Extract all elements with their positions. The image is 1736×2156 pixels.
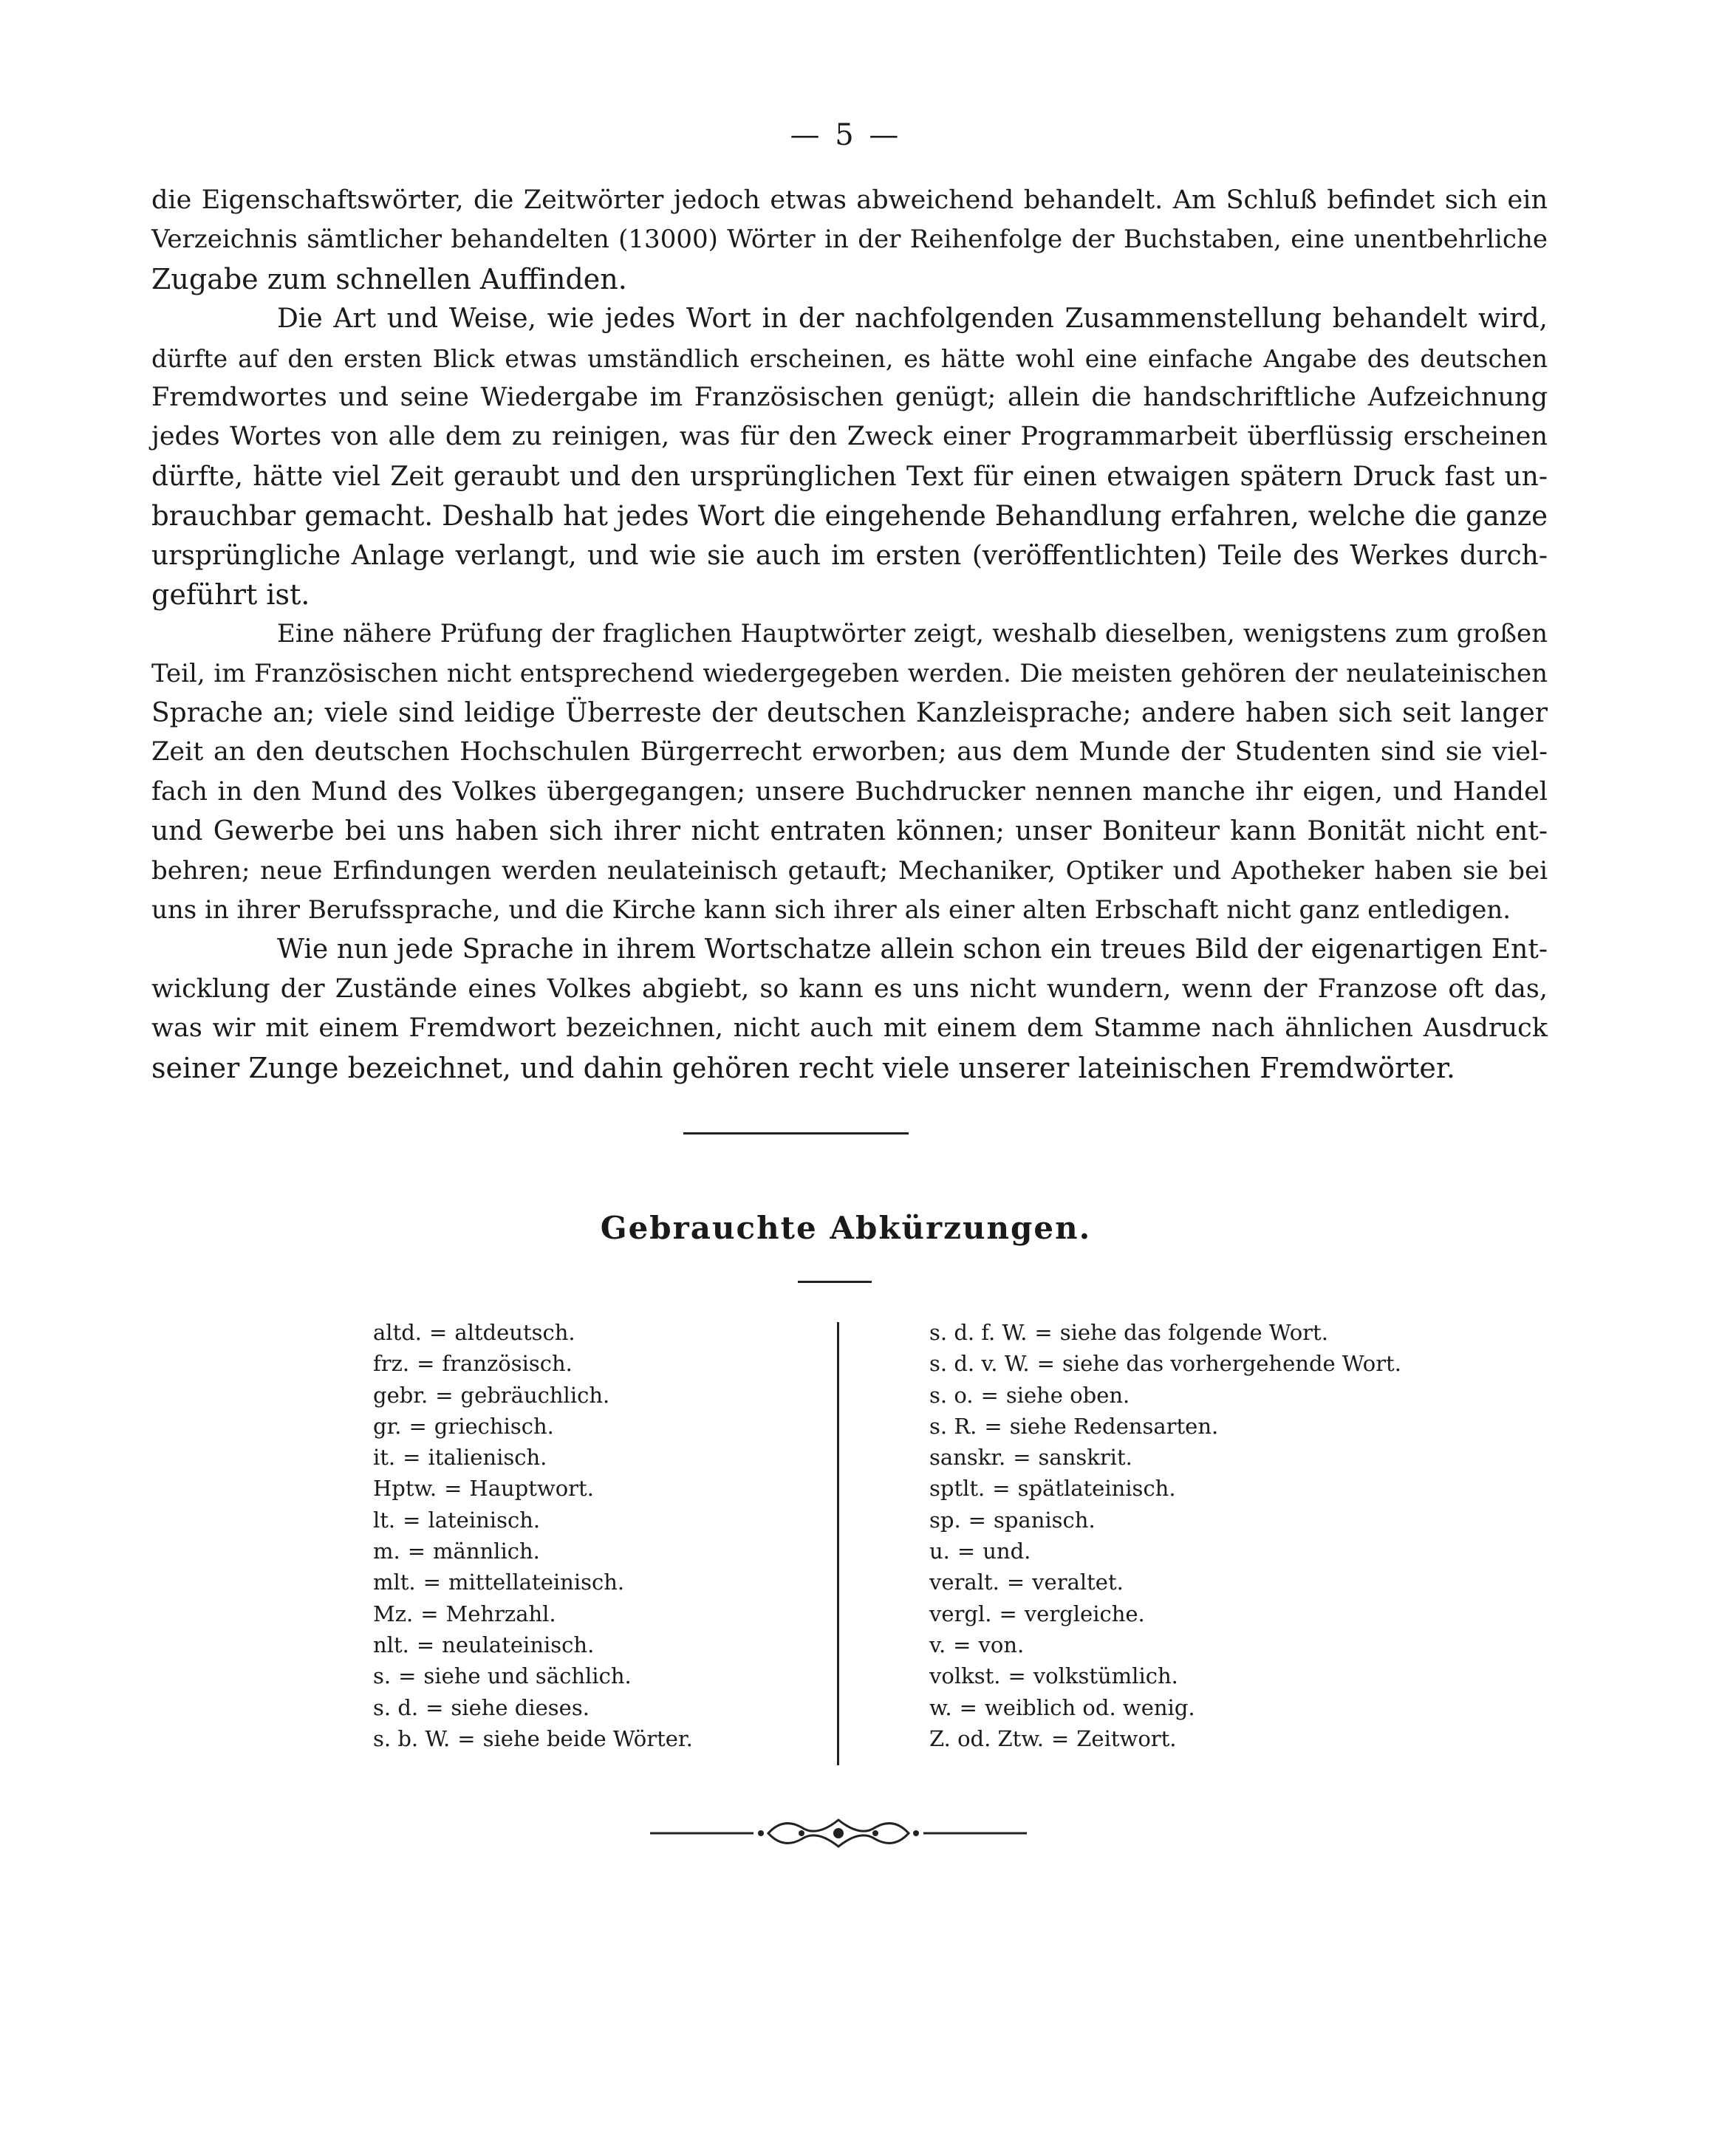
abbreviation-meaning: griechisch. [434,1413,554,1439]
text-line: Sprache an; viele sind leidige Überreste der deutschen Kanzleisprache; andere haben sich seit langer [151,698,1548,729]
text-line: Fremdwortes und seine Wiedergabe im Französischen genügt; allein die handschriftliche Aufzeichnung [151,382,1548,412]
abbreviation-entry [929,1629,1401,1660]
abbreviation-meaning: italienisch. [428,1445,547,1471]
abbreviation-meaning: lateinisch. [428,1507,541,1533]
text-line: Die Art und Weise, wie jedes Wort in der nachfolgenden Zusammenstellung behandelt wird, [277,304,1548,335]
abbreviation-entry [373,1567,693,1598]
title-underline-rule [798,1281,872,1283]
abbreviation: nlt. [373,1632,409,1657]
equals-sign: = [409,1413,427,1439]
abbreviation: s. d. v. W. [929,1351,1030,1377]
abbreviations-title: Gebrauchte Abkürzungen. [600,1210,1092,1246]
abbreviation: gr. [373,1413,402,1439]
abbreviation: lt. [373,1507,396,1533]
equals-sign: = [435,1382,454,1408]
abbreviation-meaning: siehe dieses. [451,1694,590,1720]
equals-sign: = [1006,1570,1025,1595]
equals-sign: = [444,1476,462,1502]
closing-ornament [650,1811,1027,1855]
abbreviation-entry [929,1598,1401,1629]
abbreviation-meaning: Mehrzahl. [445,1601,556,1626]
text-line: uns in ihrer Berufssprache, und die Kirche kann sich ihrer als einer alten Erbschaft nicht ganz entledigen. [151,895,1511,925]
text-line: und Gewerbe bei uns haben sich ihrer nicht entraten können; unser Boniteur kann Bonität nicht ent- [151,816,1548,847]
abbreviation-meaning: veraltet. [1032,1570,1124,1595]
equals-sign: = [426,1694,444,1720]
equals-sign: = [1013,1445,1031,1471]
abbreviation-entry [373,1536,693,1567]
abbreviation: s. d. [373,1694,419,1720]
text-line: wicklung der Zustände eines Volkes abgiebt, so kann es uns nicht wundern, wenn der Franzose oft das, [151,973,1548,1004]
abbreviation: sptlt. [929,1476,985,1502]
abbreviation-entry [929,1536,1401,1567]
abbreviation-entry [929,1348,1401,1379]
abbreviation: s. R. [929,1413,977,1439]
abbreviation: volkst. [929,1663,1001,1689]
abbreviation: veralt. [929,1570,999,1595]
equals-sign: = [968,1507,986,1533]
abbreviation: s. d. f. W. [929,1320,1028,1345]
abbreviation-entry [373,1505,693,1536]
abbreviation-entry [373,1598,693,1629]
abbreviation-meaning: weiblich od. wenig. [984,1694,1195,1720]
text-line: Wie nun jede Sprache in ihrem Wortschatze allein schon ein treues Bild der eigenartigen Ent- [277,934,1548,965]
equals-sign: = [984,1413,1002,1439]
abbreviation-meaning: spanisch. [993,1507,1096,1533]
abbreviation-entry [373,1629,693,1660]
text-line: Verzeichnis sämtlicher behandelten (13000) Wörter in der Reihenfolge der Buchstaben, eine unentbehrliche [151,225,1548,255]
abbreviation-entry [373,1442,693,1473]
abbreviation-meaning: siehe und sächlich. [423,1663,632,1689]
equals-sign: = [1036,1351,1055,1377]
abbreviation: s. b. W. [373,1725,451,1751]
abbreviation-entry [373,1692,693,1723]
text-line: Zugabe zum schnellen Auffinden. [151,262,627,295]
equals-sign: = [403,1445,421,1471]
abbreviation: w. [929,1694,952,1720]
abbreviation-meaning: siehe oben. [1005,1382,1130,1408]
abbreviation-entry [373,1380,693,1411]
equals-sign: = [407,1539,426,1564]
abbreviation: Mz. [373,1601,414,1626]
text-line: fach in den Mund des Volkes übergegangen; unsere Buchdrucker nennen manche ihr eigen, und Handel [151,776,1548,807]
text-line: Teil, im Französischen nicht entsprechend wiedergegeben werden. Die meisten gehören der neulateinischen [151,658,1548,688]
text-line: geführt ist. [151,578,310,611]
abbreviation: it. [373,1445,396,1471]
abbreviation: u. [929,1539,950,1564]
equals-sign: = [457,1725,476,1751]
equals-sign: = [1008,1663,1026,1689]
equals-sign: = [992,1476,1011,1502]
abbreviation-entry [373,1660,693,1691]
abbreviation-meaning: gebräuchlich. [460,1382,610,1408]
abbreviation-meaning: siehe beide Wörter. [482,1725,693,1751]
equals-sign: = [423,1570,441,1595]
abbreviation-entry [929,1692,1401,1723]
column-divider [837,1322,839,1765]
text-line: Eine nähere Prüfung der fraglichen Hauptwörter zeigt, weshalb dieselben, wenigstens zum großen [277,619,1548,649]
equals-sign: = [953,1632,971,1657]
abbreviation-entry [373,1411,693,1442]
abbreviation: s. [373,1663,392,1689]
abbreviation-meaning: sanskrit. [1038,1445,1132,1471]
abbreviation-entry [373,1348,693,1379]
abbreviation-meaning: volkstümlich. [1033,1663,1178,1689]
abbreviation-meaning: altdeutsch. [454,1320,575,1345]
abbreviation-meaning: mittellateinisch. [448,1570,625,1595]
abbreviation-entry [929,1660,1401,1691]
text-line: ursprüngliche Anlage verlangt, und wie sie auch im ersten (veröffentlichten) Teile des Werkes durch- [151,540,1548,571]
abbreviation-entry [929,1505,1401,1536]
abbreviation: v. [929,1632,946,1657]
abbreviations-right-column [929,1317,1401,1754]
text-line: behren; neue Erfindungen werden neulateinisch getauft; Mechaniker, Optiker und Apotheker haben sie bei [151,855,1548,886]
abbreviation-entry [929,1723,1401,1754]
abbreviations-left-column [373,1317,693,1754]
abbreviation-entry [373,1723,693,1754]
abbreviation-meaning: und. [983,1539,1031,1564]
equals-sign: = [416,1632,435,1657]
abbreviation-meaning: vergleiche. [1024,1601,1145,1626]
abbreviation-meaning: Hauptwort. [469,1476,594,1502]
equals-sign: = [959,1694,977,1720]
abbreviation: vergl. [929,1601,992,1626]
page-number: — 5 — [790,118,902,152]
equals-sign: = [398,1663,417,1689]
abbreviation: gebr. [373,1382,428,1408]
abbreviation-meaning: Zeitwort. [1076,1725,1177,1751]
abbreviation: Hptw. [373,1476,437,1502]
abbreviation: altd. [373,1320,423,1345]
equals-sign: = [417,1351,435,1377]
abbreviation-entry [929,1317,1401,1348]
equals-sign: = [420,1601,439,1626]
text-line: dürfte, hätte viel Zeit geraubt und den ursprünglichen Text für einen etwaigen spätern Druck fast un- [151,461,1548,492]
text-line: was wir mit einem Fremdwort bezeichnen, nicht auch mit einem dem Stamme nach ähnlichen Ausdruck [151,1013,1548,1044]
abbreviation-meaning: männlich. [433,1539,540,1564]
abbreviation: s. o. [929,1382,974,1408]
abbreviation-meaning: siehe das folgende Wort. [1059,1320,1328,1345]
abbreviation-entry [929,1411,1401,1442]
abbreviation: sp. [929,1507,961,1533]
abbreviation-meaning: siehe das vorhergehende Wort. [1062,1351,1401,1377]
abbreviation: frz. [373,1351,410,1377]
abbreviation-entry [929,1380,1401,1411]
text-line: Zeit an den deutschen Hochschulen Bürgerrecht erworben; aus dem Munde der Studenten sind sie viel- [151,737,1548,767]
text-line: jedes Wortes von alle dem zu reinigen, was für den Zweck einer Programmarbeit überflüssig erscheinen [151,422,1548,452]
equals-sign: = [957,1539,976,1564]
text-line: dürfte auf den ersten Blick etwas umständlich erscheinen, es hätte wohl eine einfache Angabe des deutschen [151,343,1548,373]
abbreviation-entry [929,1567,1401,1598]
text-line: die Eigenschaftswörter, die Zeitwörter jedoch etwas abweichend behandelt. Am Schluß befindet sich ein [151,185,1548,215]
abbreviation-entry [929,1442,1401,1473]
equals-sign: = [1034,1320,1053,1345]
equals-sign: = [429,1320,448,1345]
text-line: brauchbar gemacht. Deshalb hat jedes Wort die eingehende Behandlung erfahren, welche die ganze [151,500,1548,533]
body-text [151,181,1548,1088]
equals-sign: = [980,1382,999,1408]
abbreviation: m. [373,1539,400,1564]
abbreviation: sanskr. [929,1445,1006,1471]
abbreviation-entry [373,1473,693,1504]
abbreviation-entry [929,1473,1401,1504]
equals-sign: = [1050,1725,1070,1751]
abbreviation-meaning: siehe Redensarten. [1009,1413,1219,1439]
text-line: seiner Zunge bezeichnet, und dahin gehören recht viele unserer lateinischen Fremdwörter. [151,1051,1455,1084]
abbreviation-meaning: neulateinisch. [442,1632,595,1657]
abbreviation: mlt. [373,1570,416,1595]
abbreviation-meaning: spätlateinisch. [1017,1476,1176,1502]
abbreviation: Z. od. Ztw. [929,1725,1044,1751]
abbreviation-meaning: von. [978,1632,1025,1657]
abbreviation-meaning: französisch. [442,1351,573,1377]
abbreviation-entry [373,1317,693,1348]
equals-sign: = [403,1507,421,1533]
section-divider-rule [683,1132,909,1135]
equals-sign: = [999,1601,1017,1626]
